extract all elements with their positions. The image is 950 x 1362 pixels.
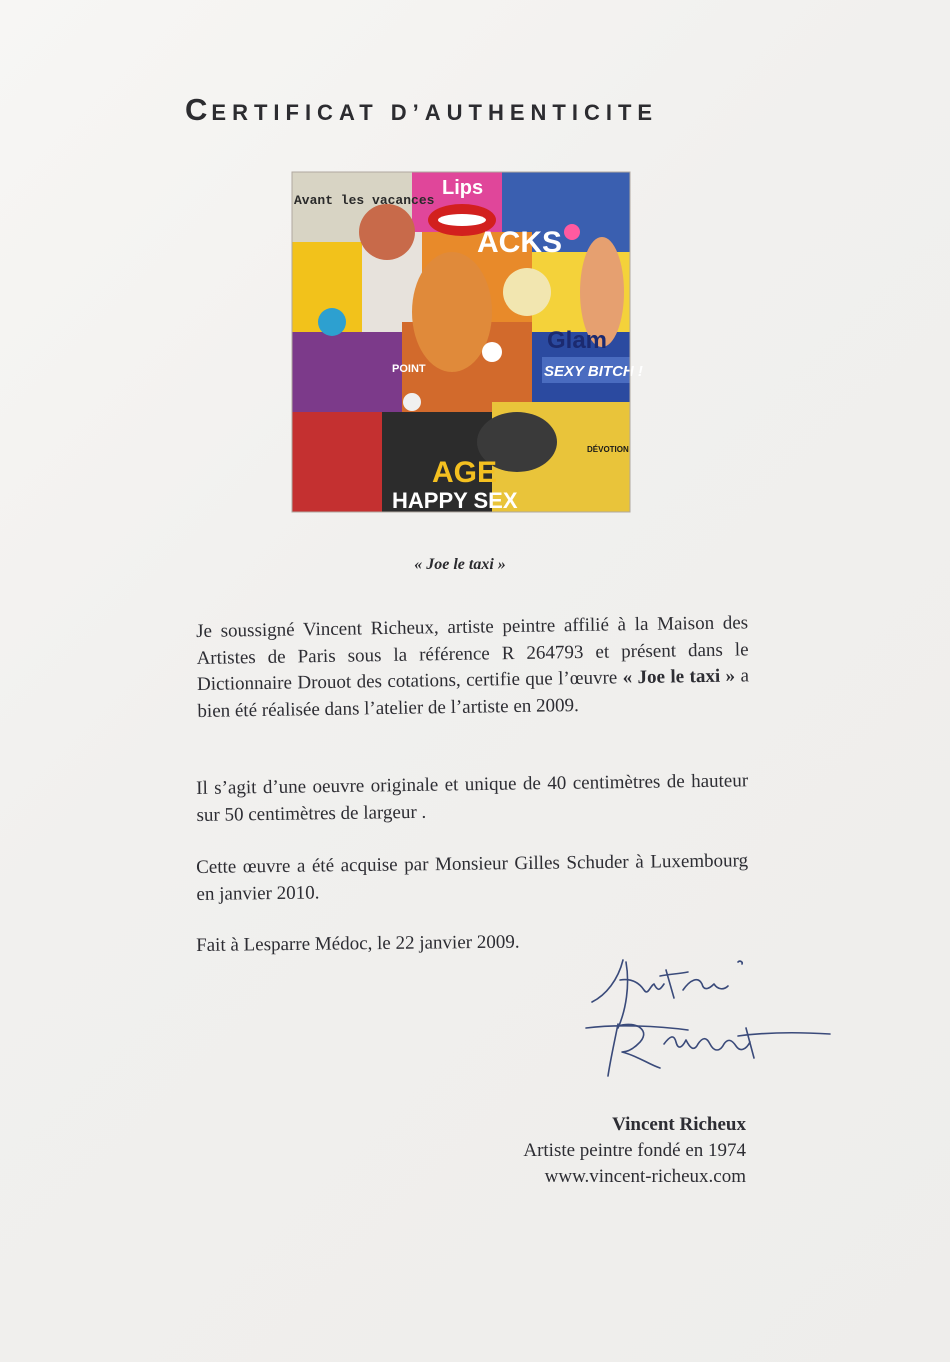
certification-paragraph [196,610,750,725]
collage-text-happy: HAPPY SEX [392,488,518,513]
title-rest: ERTIFICAT D’AUTHENTICITE [211,100,659,125]
certificate-title [185,92,805,128]
signatory-website: www.vincent-richeux.com [544,1166,746,1187]
collage-text-sexy: SEXY BITCH ! [544,363,643,380]
signature-block [470,1112,746,1190]
artwork-title-bold: « Joe le taxi » [622,665,736,689]
collage-text-vacances: Avant les vacances [294,193,435,208]
collage-text-age: AGE [432,456,498,489]
paragraph1-start: Je soussigné Vincent Richeux, artiste peintre affilié à la Maison des Artistes de Paris sous la référence R 264793 et présent dans le Dictionnaire Drouot des cotations, certifie que l’œuvre [196,612,749,695]
collage-text-acks: ACKS [477,226,563,259]
acquisition-paragraph: Cette œuvre a été acquise par Monsieur Gilles Schuder à Luxembourg en janvier 2010. [196,850,749,905]
handwritten-signature [578,940,838,1090]
place-date-paragraph: Fait à Lesparre Médoc, le 22 janvier 2009. [196,931,520,956]
artwork-caption: « Joe le taxi » [414,556,506,573]
collage-text-glam: Glam [547,327,608,354]
paragraph1-end: a bien été réalisée dans l’atelier de l’artiste en 2009. [197,665,750,722]
signatory-role: Artiste peintre fondé en 1974 [523,1140,746,1161]
title-initial: C [185,92,212,127]
signatory-name: Vincent Richeux [612,1114,746,1135]
collage-text-lips: Lips [442,177,484,199]
collage-text-point: POINT [392,363,426,375]
collage-text-devotion: DÉVOTION [587,445,629,454]
dimensions-paragraph: Il s’agit d’une oeuvre originale et unique de 40 centimètres de hauteur sur 50 centimètres de largeur . [196,770,749,826]
artwork-image [292,172,643,513]
